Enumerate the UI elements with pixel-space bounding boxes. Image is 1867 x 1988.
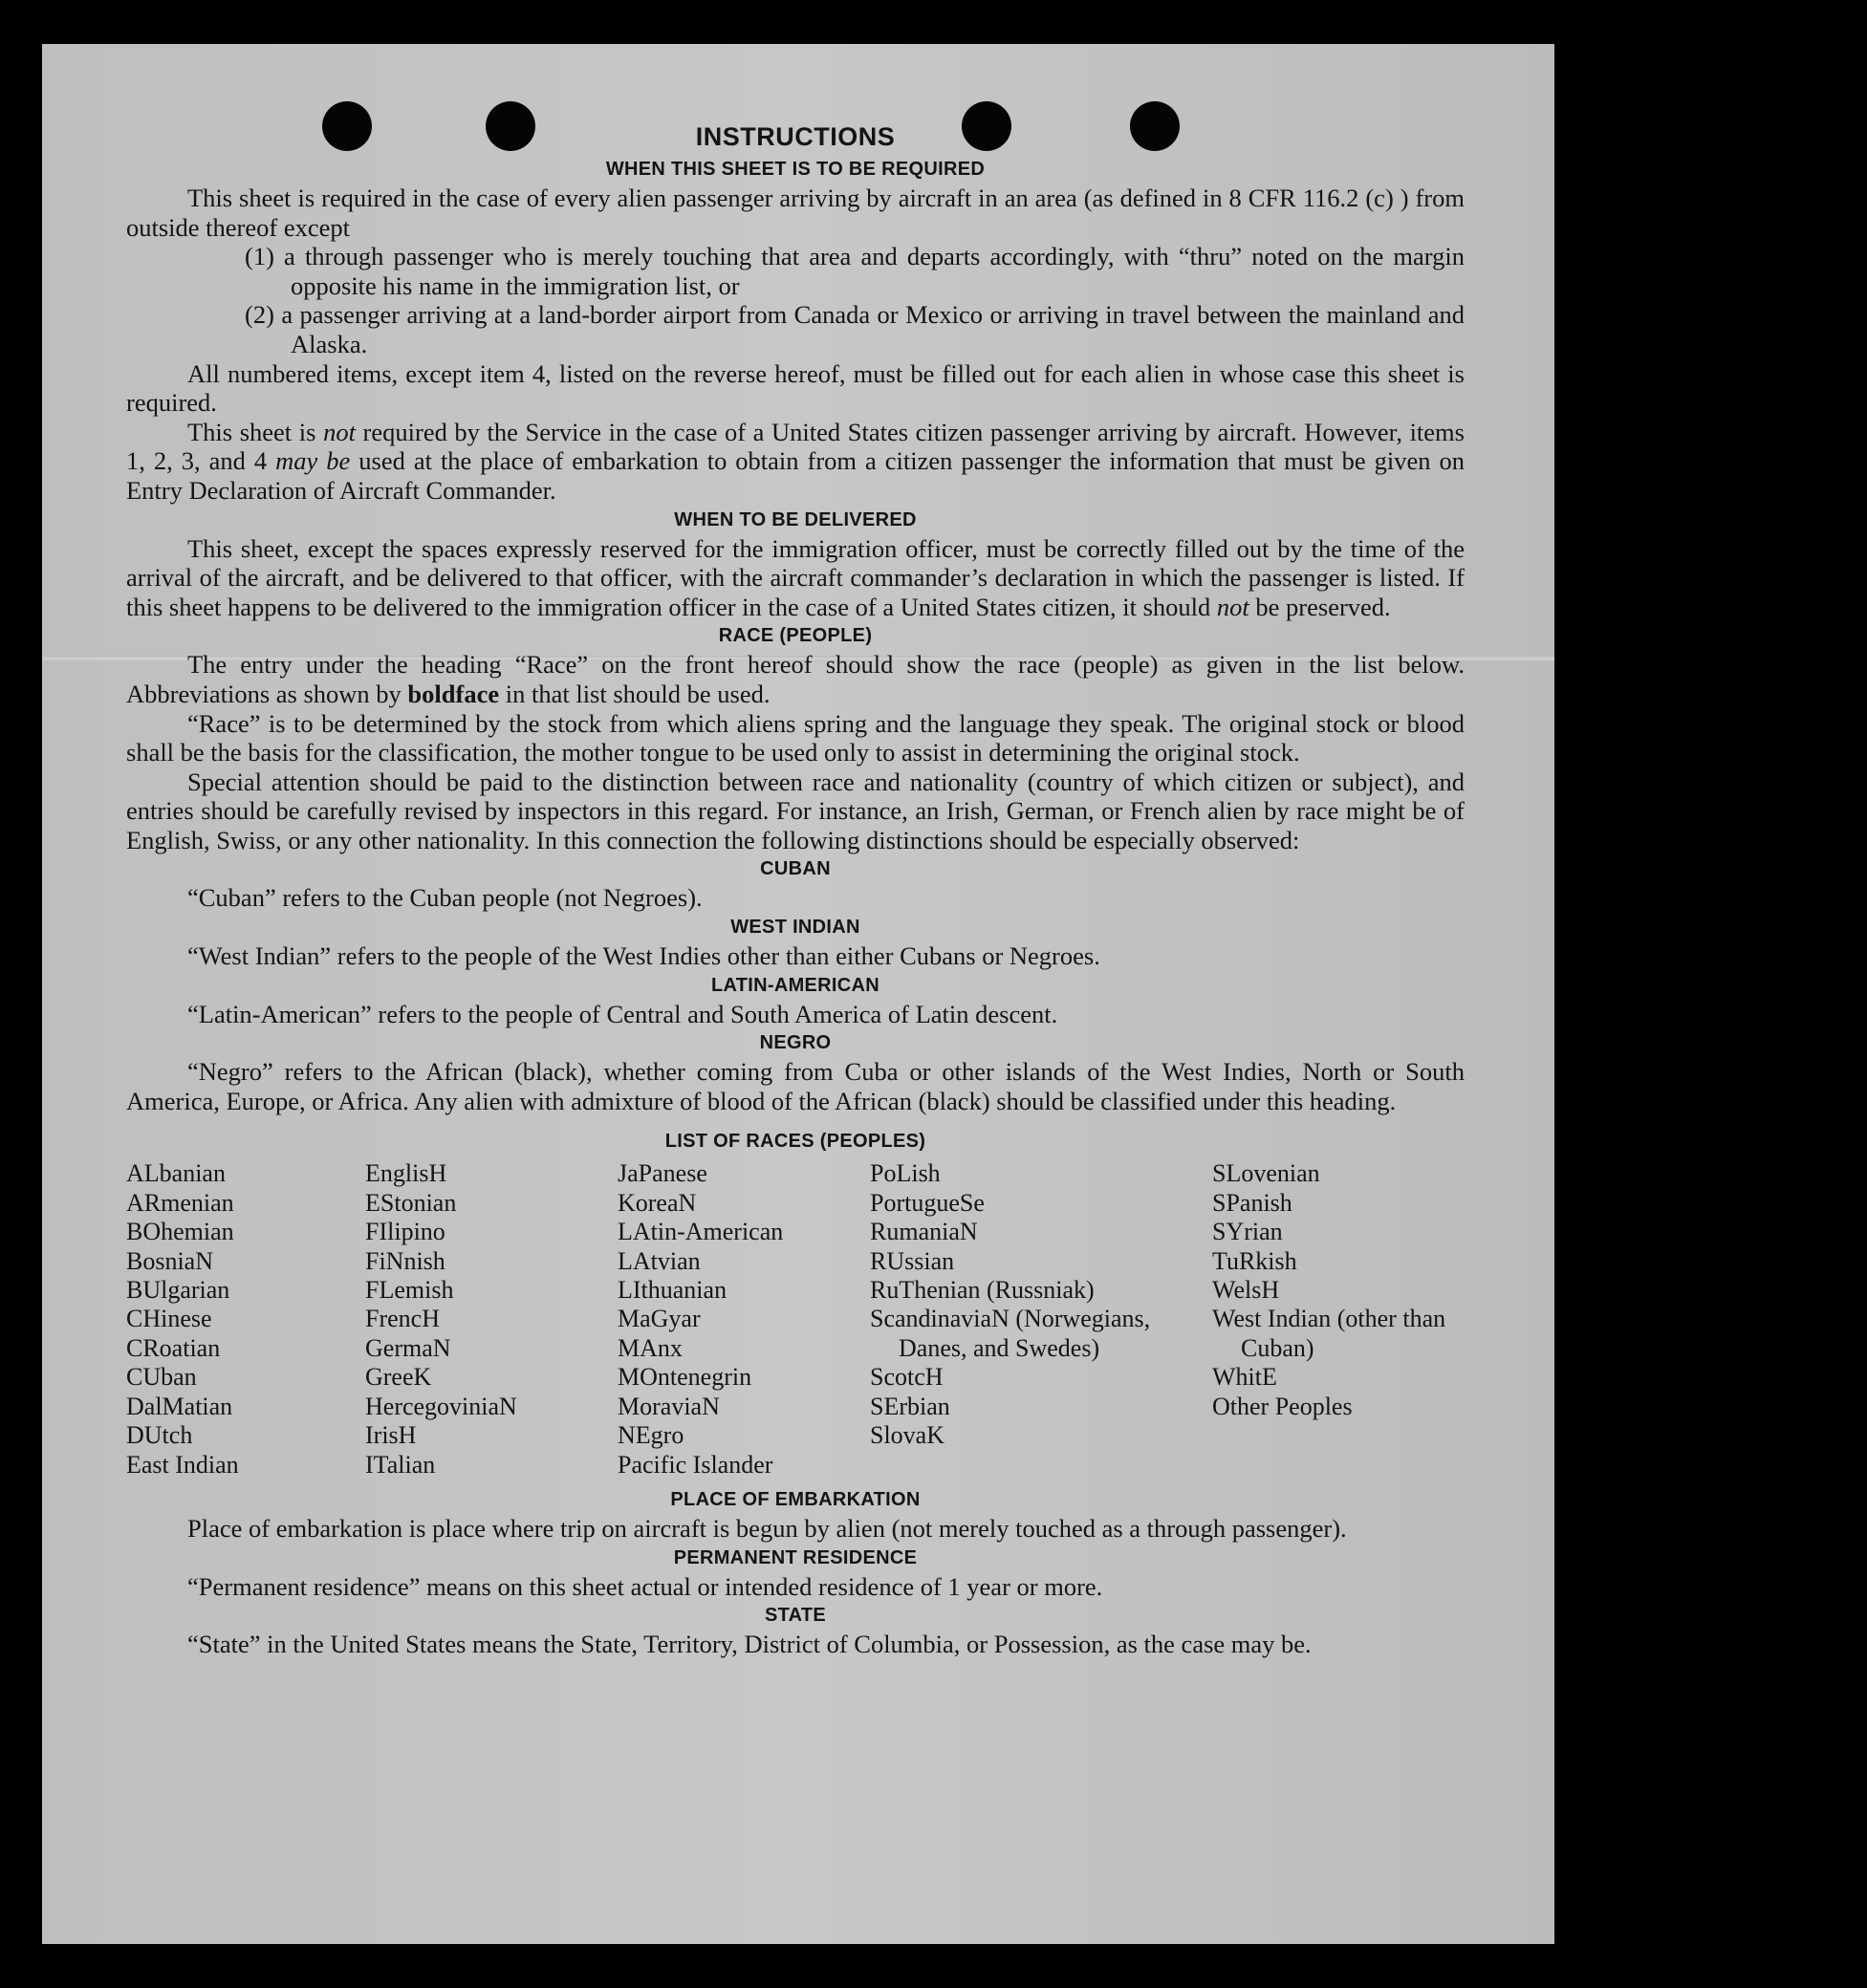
section-heading: STATE bbox=[764, 1605, 827, 1627]
list-item: CUban bbox=[126, 1363, 197, 1392]
list-item: LIthuanian bbox=[618, 1276, 727, 1305]
list-item: RUssian bbox=[870, 1246, 955, 1275]
list-item: CRoatian bbox=[126, 1333, 221, 1362]
list-item: GermaN bbox=[365, 1333, 451, 1362]
race-list bbox=[126, 1159, 1465, 1479]
list-item: LAtin-American bbox=[618, 1218, 784, 1246]
list-item: BosniaN bbox=[126, 1246, 213, 1275]
section-heading: CUBAN bbox=[760, 858, 831, 880]
section-heading: PERMANENT RESIDENCE bbox=[673, 1546, 918, 1568]
list-item: FiNnish bbox=[365, 1246, 445, 1275]
list-item: FLemish bbox=[365, 1276, 454, 1305]
emphasis: not bbox=[1216, 592, 1249, 621]
list-item: Other Peoples bbox=[1212, 1392, 1353, 1420]
list-item: DUtch bbox=[126, 1421, 193, 1450]
list-item: West Indian (other than Cuban) bbox=[1212, 1305, 1446, 1362]
list-item: JaPanese bbox=[618, 1159, 707, 1188]
list-item: FIlipino bbox=[365, 1218, 445, 1246]
list-item: EStonian bbox=[365, 1188, 457, 1217]
list-item: LAtvian bbox=[618, 1246, 701, 1275]
paragraph: Special attention should be paid to the distinction between race and nationality (country of which citizen or subject), and entries should be carefully revised by inspectors in this regard. For instance, an Irish, German, or French alien by race might be of English, Swiss, or any other nationality. In this connection the following distinctions should be especially observed: bbox=[126, 767, 1465, 854]
paragraph: All numbered items, except item 4, listed on the reverse hereof, must be filled out for each alien in whose case this sheet is required. bbox=[126, 358, 1465, 418]
section-heading: WEST INDIAN bbox=[730, 917, 860, 939]
list-item: WhitE bbox=[1212, 1363, 1277, 1392]
paragraph: This sheet is required in the case of every alien passenger arriving by aircraft in an area (as defined in 8 CFR 116.2 (c) ) from outside thereof except bbox=[126, 184, 1465, 242]
list-item: SLovenian bbox=[1212, 1159, 1320, 1188]
paragraph: “State” in the United States means the State, Territory, District of Columbia, or Possession, as the case may be. bbox=[187, 1630, 1312, 1659]
list-item: WelsH bbox=[1212, 1276, 1280, 1305]
race-column bbox=[1212, 1159, 1465, 1479]
list-item: BOhemian bbox=[126, 1218, 234, 1246]
list-item: HercegoviniaN bbox=[365, 1392, 517, 1420]
section-heading: RACE (PEOPLE) bbox=[718, 625, 873, 647]
page-title: INSTRUCTIONS bbox=[695, 122, 896, 151]
list-item: East Indian bbox=[126, 1450, 239, 1479]
list-item: NEgro bbox=[618, 1421, 684, 1450]
list-item: PoLish bbox=[870, 1159, 941, 1188]
list-item: TuRkish bbox=[1212, 1246, 1297, 1275]
section-heading: LATIN-AMERICAN bbox=[710, 974, 880, 996]
race-column bbox=[618, 1159, 870, 1479]
bold-text: boldface bbox=[407, 679, 500, 708]
section-heading: PLACE OF EMBARKATION bbox=[670, 1488, 921, 1510]
list-item: ITalian bbox=[365, 1450, 436, 1479]
list-item: FrencH bbox=[365, 1305, 440, 1333]
paragraph: “Permanent residence” means on this sheet actual or intended residence of 1 year or more. bbox=[187, 1571, 1103, 1601]
emphasis: not bbox=[323, 417, 356, 446]
list-item: SErbian bbox=[870, 1392, 950, 1420]
list-item: SlovaK bbox=[870, 1421, 944, 1450]
section-heading: WHEN THIS SHEET IS TO BE REQUIRED bbox=[605, 159, 986, 180]
paragraph bbox=[126, 418, 1465, 506]
text-run: This sheet, except the spaces expressly reserved for the immigration officer, must be correctly filled out by the time of the arrival of the aircraft, and be delivered to that officer, with the aircraft commander’s declaration in which the passenger is listed. If this sheet happens to be delivered to the immigration officer in the case of a United States citizen, it should bbox=[126, 533, 1465, 621]
paragraph: “Race” is to be determined by the stock from which aliens spring and the language they speak. The original stock or blood shall be the basis for the classification, the mother tongue to be used only to assist in determining the original stock. bbox=[126, 708, 1465, 767]
list-item: SYrian bbox=[1212, 1218, 1283, 1246]
paragraph: “Latin-American” refers to the people of Central and South America of Latin descent. bbox=[187, 999, 1058, 1028]
document-sheet bbox=[42, 44, 1554, 1944]
list-item: (1) a through passenger who is merely touching that area and departs accordingly, with “thru” noted on the margin opposite his name in the immigration list, or bbox=[245, 242, 1465, 300]
list-item: MoraviaN bbox=[618, 1392, 720, 1420]
text-run: The entry under the heading “Race” on the front hereof should show the race (people) as given in the list below. Abbreviations as shown by bbox=[126, 650, 1465, 708]
section-heading: WHEN TO BE DELIVERED bbox=[674, 508, 917, 530]
list-item: ALbanian bbox=[126, 1159, 226, 1188]
list-item: RuThenian (Russniak) bbox=[870, 1276, 1095, 1305]
race-column bbox=[870, 1159, 1212, 1479]
list-item: (2) a passenger arriving at a land-border airport from Canada or Mexico or arriving in travel between the mainland and Alaska. bbox=[245, 300, 1465, 358]
section-heading: NEGRO bbox=[759, 1032, 832, 1054]
document-body bbox=[126, 119, 1465, 1659]
list-item: DalMatian bbox=[126, 1392, 233, 1420]
list-item: IrisH bbox=[365, 1421, 417, 1450]
list-item: ARmenian bbox=[126, 1188, 234, 1217]
list-item: EnglisH bbox=[365, 1159, 447, 1188]
list-item: ScotcH bbox=[870, 1363, 944, 1392]
paragraph: “Negro” refers to the African (black), whether coming from Cuba or other islands of the West Indies, North or South America, Europe, or Africa. Any alien with admixture of blood of the African (black) should be classified under this heading. bbox=[126, 1057, 1465, 1115]
paragraph: “West Indian” refers to the people of the West Indies other than either Cubans or Negroes. bbox=[187, 941, 1100, 971]
paragraph bbox=[126, 650, 1465, 708]
race-column bbox=[365, 1159, 618, 1479]
section-heading: LIST OF RACES (PEOPLES) bbox=[664, 1131, 926, 1153]
paragraph bbox=[126, 534, 1465, 622]
list-item: BUlgarian bbox=[126, 1276, 230, 1305]
list-item: Pacific Islander bbox=[618, 1450, 773, 1479]
list-item: GreeK bbox=[365, 1363, 432, 1392]
list-item: MOntenegrin bbox=[618, 1363, 752, 1392]
list-item: MAnx bbox=[618, 1333, 683, 1362]
race-column bbox=[126, 1159, 365, 1479]
list-item: RumaniaN bbox=[870, 1218, 978, 1246]
paragraph: “Cuban” refers to the Cuban people (not Negroes). bbox=[187, 883, 703, 913]
list-item: ScandinaviaN (Norwegians, Danes, and Swedes) bbox=[870, 1305, 1151, 1362]
list-item: SPanish bbox=[1212, 1188, 1292, 1217]
paragraph: Place of embarkation is place where trip on aircraft is begun by alien (not merely touched as a through passenger). bbox=[187, 1513, 1347, 1543]
text-run: in that list should be used. bbox=[499, 679, 771, 708]
list-item: KoreaN bbox=[618, 1188, 697, 1217]
text-run: This sheet is bbox=[187, 417, 324, 446]
list-item: MaGyar bbox=[618, 1305, 701, 1333]
list-item: CHinese bbox=[126, 1305, 212, 1333]
text-run: used at the place of embarkation to obtain from a citizen passenger the information that must be given on Entry Declaration of Aircraft Commander. bbox=[126, 446, 1465, 505]
list-item: PortugueSe bbox=[870, 1188, 985, 1217]
text-run: be preserved. bbox=[1248, 592, 1391, 621]
text-run: required by the Service in the case of a United States citizen passenger arriving by aircraft. However, items 1, 2, 3, and 4 bbox=[126, 417, 1465, 476]
emphasis: may be bbox=[275, 446, 351, 476]
